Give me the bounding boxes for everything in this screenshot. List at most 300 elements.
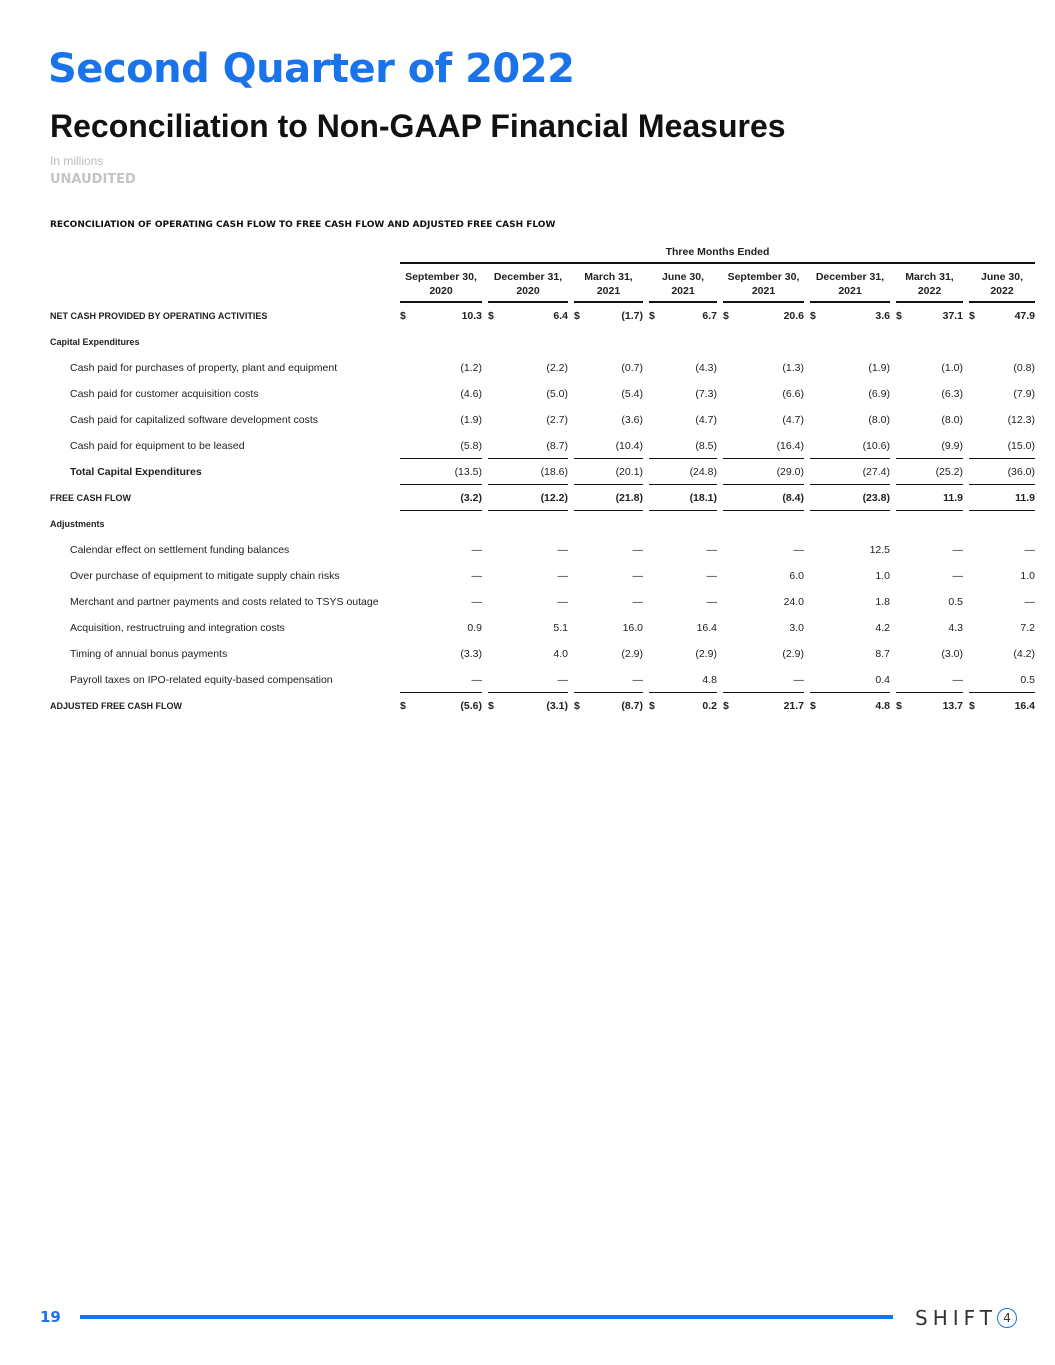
value-cell	[643, 355, 717, 381]
value-cell	[717, 589, 804, 615]
value-cell	[482, 563, 568, 589]
value-wrap	[574, 381, 643, 407]
value-cell	[482, 537, 568, 563]
group-header-cell	[394, 244, 1035, 264]
value: 6.0	[789, 569, 804, 582]
row-label: Acquisition, restructruing and integration costs	[70, 622, 285, 634]
value: —	[632, 673, 643, 686]
value-wrap	[810, 589, 890, 615]
value: 13.7	[942, 699, 963, 712]
value-wrap	[488, 693, 568, 719]
column-header: March 31, 2021	[574, 264, 643, 303]
value: (36.0)	[1007, 465, 1035, 478]
value-cell	[717, 563, 804, 589]
value-cell	[482, 329, 568, 355]
value-cell	[643, 511, 717, 537]
value-wrap	[969, 563, 1035, 589]
section-title: RECONCILIATION OF OPERATING CASH FLOW TO FREE CASH FLOW AND ADJUSTED FREE CASH FLOW	[50, 220, 556, 230]
value: (20.1)	[615, 465, 643, 478]
value-wrap	[723, 485, 804, 511]
value-cell	[804, 355, 890, 381]
value-wrap	[896, 511, 963, 537]
column-header-cell	[482, 264, 568, 303]
value-wrap	[400, 407, 482, 433]
value-cell	[568, 667, 643, 693]
value-wrap	[969, 381, 1035, 407]
row-label: Cash paid for equipment to be leased	[70, 440, 245, 452]
value: —	[1024, 543, 1035, 556]
column-header-cell	[804, 264, 890, 303]
value: (6.6)	[782, 387, 804, 400]
value-cell	[394, 355, 482, 381]
value-wrap	[810, 485, 890, 511]
value: (1.9)	[460, 413, 482, 426]
value-cell	[643, 329, 717, 355]
page-title: Second Quarter of 2022	[48, 46, 575, 92]
value-cell	[890, 459, 963, 485]
value: —	[793, 543, 804, 556]
currency-symbol: $	[488, 309, 494, 322]
footer-rule	[80, 1315, 893, 1319]
value-cell	[963, 303, 1035, 329]
value: 11.9	[1015, 491, 1035, 504]
value-wrap	[969, 355, 1035, 381]
value-cell	[717, 615, 804, 641]
value-wrap	[723, 459, 804, 485]
value: (8.5)	[695, 439, 717, 452]
value-wrap	[574, 641, 643, 667]
value-cell	[482, 459, 568, 485]
value-cell	[643, 641, 717, 667]
value-wrap	[810, 329, 890, 355]
value-wrap	[574, 355, 643, 381]
value: 21.7	[783, 699, 804, 712]
table-row	[50, 355, 1035, 381]
value-wrap	[723, 303, 804, 329]
value-cell	[482, 485, 568, 511]
value-cell	[394, 641, 482, 667]
value: (10.4)	[615, 439, 643, 452]
value: —	[706, 543, 717, 556]
value-cell	[890, 407, 963, 433]
value: 1.0	[1020, 569, 1035, 582]
value-cell	[804, 329, 890, 355]
value-wrap	[400, 667, 482, 693]
value-wrap	[723, 407, 804, 433]
value-wrap	[723, 537, 804, 563]
table-row	[50, 329, 1035, 355]
value-wrap	[723, 641, 804, 667]
value: (5.4)	[621, 387, 643, 400]
value-wrap	[649, 537, 717, 563]
value: 6.7	[702, 309, 717, 322]
currency-symbol: $	[649, 309, 655, 322]
value-wrap	[574, 303, 643, 329]
value-wrap	[723, 693, 804, 719]
value-cell	[568, 615, 643, 641]
table-row	[50, 459, 1035, 485]
value: 12.5	[869, 543, 890, 556]
value: 4.8	[875, 699, 890, 712]
value-cell	[804, 641, 890, 667]
table-row	[50, 667, 1035, 693]
value-wrap	[400, 615, 482, 641]
value-cell	[643, 459, 717, 485]
value-wrap	[574, 667, 643, 693]
value-wrap	[969, 641, 1035, 667]
value: (8.4)	[782, 491, 804, 504]
value-wrap	[400, 459, 482, 485]
value-wrap	[723, 667, 804, 693]
value-wrap	[488, 381, 568, 407]
value: —	[706, 569, 717, 582]
column-header-row	[50, 264, 1035, 303]
value-wrap	[649, 667, 717, 693]
value-wrap	[574, 485, 643, 511]
value-cell	[643, 537, 717, 563]
value-cell	[890, 355, 963, 381]
value-cell	[568, 537, 643, 563]
value-wrap	[723, 329, 804, 355]
value-cell	[963, 485, 1035, 511]
value: 4.8	[702, 673, 717, 686]
value-wrap	[896, 615, 963, 641]
value-cell	[568, 485, 643, 511]
value-wrap	[810, 407, 890, 433]
value-wrap	[810, 303, 890, 329]
value: —	[557, 569, 568, 582]
table-row	[50, 641, 1035, 667]
value-wrap	[488, 537, 568, 563]
value-cell	[643, 589, 717, 615]
value-wrap	[810, 355, 890, 381]
column-header: September 30, 2021	[723, 264, 804, 303]
value-wrap	[896, 537, 963, 563]
value-wrap	[649, 589, 717, 615]
value-cell	[963, 511, 1035, 537]
value-wrap	[488, 589, 568, 615]
value: 4.3	[948, 621, 963, 634]
value: (3.0)	[941, 647, 963, 660]
value-cell	[482, 693, 568, 719]
value-wrap	[723, 381, 804, 407]
page-number: 19	[40, 1308, 61, 1326]
column-header-cell	[394, 264, 482, 303]
value-wrap	[723, 563, 804, 589]
row-label: Cash paid for capitalized software development costs	[70, 414, 319, 426]
value-cell	[804, 407, 890, 433]
value-cell	[717, 329, 804, 355]
value-wrap	[649, 563, 717, 589]
value-wrap	[649, 433, 717, 459]
value-wrap	[896, 589, 963, 615]
value: 7.2	[1020, 621, 1035, 634]
value-cell	[804, 511, 890, 537]
value-wrap	[488, 511, 568, 537]
table-row	[50, 407, 1035, 433]
value-wrap	[400, 303, 482, 329]
value: 0.4	[875, 673, 890, 686]
value: (13.5)	[454, 465, 482, 478]
value-cell	[643, 407, 717, 433]
value-cell	[643, 303, 717, 329]
value: 16.4	[696, 621, 717, 634]
value-cell	[804, 667, 890, 693]
value: (7.9)	[1013, 387, 1035, 400]
value: (1.2)	[460, 361, 482, 374]
value-cell	[963, 667, 1035, 693]
value-wrap	[969, 485, 1035, 511]
value: 8.7	[875, 647, 890, 660]
currency-symbol: $	[896, 699, 902, 712]
value-wrap	[810, 667, 890, 693]
value-cell	[804, 459, 890, 485]
value-cell	[568, 563, 643, 589]
value: (2.9)	[782, 647, 804, 660]
column-header: March 31, 2022	[896, 264, 963, 303]
table-row	[50, 693, 1035, 719]
reconciliation-table	[50, 244, 1035, 719]
value: —	[557, 673, 568, 686]
value-wrap	[400, 589, 482, 615]
value-wrap	[896, 459, 963, 485]
value-cell	[890, 641, 963, 667]
value-cell	[568, 355, 643, 381]
value: 4.2	[875, 621, 890, 634]
value-cell	[804, 589, 890, 615]
value: 6.4	[553, 309, 568, 322]
value-cell	[394, 537, 482, 563]
value: (5.0)	[546, 387, 568, 400]
value: —	[706, 595, 717, 608]
value: (10.6)	[862, 439, 890, 452]
currency-symbol: $	[400, 699, 406, 712]
value: —	[793, 673, 804, 686]
value-cell	[717, 381, 804, 407]
value-wrap	[574, 433, 643, 459]
value: 37.1	[942, 309, 963, 322]
value: (23.8)	[862, 491, 890, 504]
value-wrap	[896, 407, 963, 433]
value-cell	[963, 693, 1035, 719]
value-wrap	[574, 537, 643, 563]
row-label: ADJUSTED FREE CASH FLOW	[50, 701, 183, 711]
value-wrap	[896, 667, 963, 693]
table-row	[50, 615, 1035, 641]
value-wrap	[896, 693, 963, 719]
value: (3.2)	[460, 491, 482, 504]
value-cell	[717, 355, 804, 381]
value-cell	[963, 459, 1035, 485]
value-cell	[804, 433, 890, 459]
row-label: Over purchase of equipment to mitigate supply chain risks	[70, 570, 340, 582]
value-wrap	[810, 693, 890, 719]
value-cell	[394, 693, 482, 719]
column-header-cell	[890, 264, 963, 303]
value-wrap	[400, 381, 482, 407]
value: (4.6)	[460, 387, 482, 400]
value: (18.6)	[540, 465, 568, 478]
value-cell	[482, 589, 568, 615]
value: 0.9	[467, 621, 482, 634]
column-header-cell	[643, 264, 717, 303]
currency-symbol: $	[649, 699, 655, 712]
value-cell	[482, 667, 568, 693]
value-cell	[568, 641, 643, 667]
row-label: Cash paid for purchases of property, plant and equipment	[70, 362, 338, 374]
value-cell	[963, 433, 1035, 459]
value: (21.8)	[615, 491, 643, 504]
value-wrap	[400, 485, 482, 511]
column-header: June 30, 2021	[649, 264, 717, 303]
value: (25.2)	[935, 465, 963, 478]
value: 16.4	[1014, 699, 1035, 712]
value-cell	[482, 407, 568, 433]
value-wrap	[649, 485, 717, 511]
value-wrap	[488, 615, 568, 641]
value-cell	[482, 511, 568, 537]
value-wrap	[969, 329, 1035, 355]
value-wrap	[488, 355, 568, 381]
value: —	[471, 595, 482, 608]
currency-symbol: $	[896, 309, 902, 322]
value: (1.9)	[868, 361, 890, 374]
value-cell	[804, 303, 890, 329]
value-wrap	[810, 563, 890, 589]
value: —	[557, 595, 568, 608]
table-row	[50, 563, 1035, 589]
value: (12.2)	[540, 491, 568, 504]
value: 20.6	[783, 309, 804, 322]
value-cell	[963, 615, 1035, 641]
value-cell	[890, 667, 963, 693]
currency-symbol: $	[969, 309, 975, 322]
value-wrap	[574, 693, 643, 719]
column-header: December 31, 2021	[810, 264, 890, 303]
value-cell	[568, 303, 643, 329]
value-cell	[963, 537, 1035, 563]
value: (4.2)	[1013, 647, 1035, 660]
value-wrap	[400, 641, 482, 667]
value-wrap	[649, 641, 717, 667]
value: (4.7)	[782, 413, 804, 426]
value-cell	[890, 511, 963, 537]
value-cell	[394, 589, 482, 615]
value: —	[632, 595, 643, 608]
value-cell	[804, 485, 890, 511]
value: (6.3)	[941, 387, 963, 400]
value-wrap	[400, 537, 482, 563]
table-row	[50, 485, 1035, 511]
value-wrap	[649, 615, 717, 641]
value-cell	[394, 615, 482, 641]
row-label: FREE CASH FLOW	[50, 493, 131, 503]
value-wrap	[574, 459, 643, 485]
value-cell	[963, 641, 1035, 667]
value: (4.7)	[695, 413, 717, 426]
value: (5.6)	[460, 699, 482, 712]
value-cell	[717, 641, 804, 667]
value-wrap	[896, 563, 963, 589]
currency-symbol: $	[723, 309, 729, 322]
value: (29.0)	[776, 465, 804, 478]
value-cell	[394, 667, 482, 693]
value-wrap	[574, 563, 643, 589]
value-cell	[717, 303, 804, 329]
value-wrap	[574, 615, 643, 641]
value-wrap	[896, 641, 963, 667]
value: 0.5	[948, 595, 963, 608]
value: (15.0)	[1007, 439, 1035, 452]
value-cell	[804, 693, 890, 719]
column-header-cell	[963, 264, 1035, 303]
value-cell	[890, 563, 963, 589]
value-wrap	[400, 563, 482, 589]
value: (16.4)	[776, 439, 804, 452]
value-cell	[717, 511, 804, 537]
row-label: Merchant and partner payments and costs related to TSYS outage	[70, 596, 379, 608]
value-cell	[890, 693, 963, 719]
value-cell	[890, 381, 963, 407]
value: (3.1)	[546, 699, 568, 712]
value-cell	[643, 485, 717, 511]
value-cell	[804, 537, 890, 563]
value-wrap	[723, 433, 804, 459]
column-header: December 31, 2020	[488, 264, 568, 303]
value: 16.0	[622, 621, 643, 634]
value: 24.0	[783, 595, 804, 608]
table-row	[50, 303, 1035, 329]
value-cell	[890, 485, 963, 511]
value-wrap	[649, 511, 717, 537]
value-wrap	[649, 407, 717, 433]
value-cell	[568, 589, 643, 615]
value-wrap	[488, 329, 568, 355]
value: —	[1024, 595, 1035, 608]
currency-symbol: $	[574, 699, 580, 712]
column-header: September 30, 2020	[400, 264, 482, 303]
group-header: Three Months Ended	[400, 244, 1035, 264]
value: —	[557, 543, 568, 556]
value-wrap	[649, 329, 717, 355]
value-cell	[804, 563, 890, 589]
value-wrap	[574, 407, 643, 433]
value-cell	[568, 693, 643, 719]
value-cell	[482, 355, 568, 381]
value-wrap	[574, 329, 643, 355]
row-label: Total Capital Expenditures	[70, 466, 202, 478]
value: —	[471, 543, 482, 556]
value: (8.7)	[546, 439, 568, 452]
row-label: Adjustments	[50, 519, 105, 529]
column-header-cell	[568, 264, 643, 303]
value: 4.0	[553, 647, 568, 660]
value: —	[952, 543, 963, 556]
value-cell	[394, 407, 482, 433]
value-wrap	[488, 459, 568, 485]
value-wrap	[810, 511, 890, 537]
value-cell	[890, 615, 963, 641]
value-wrap	[969, 459, 1035, 485]
table-row	[50, 511, 1035, 537]
value: 5.1	[553, 621, 568, 634]
value-wrap	[649, 303, 717, 329]
value: 10.3	[461, 309, 482, 322]
value-cell	[890, 303, 963, 329]
value-wrap	[488, 641, 568, 667]
column-header: June 30, 2022	[969, 264, 1035, 303]
value-wrap	[969, 537, 1035, 563]
